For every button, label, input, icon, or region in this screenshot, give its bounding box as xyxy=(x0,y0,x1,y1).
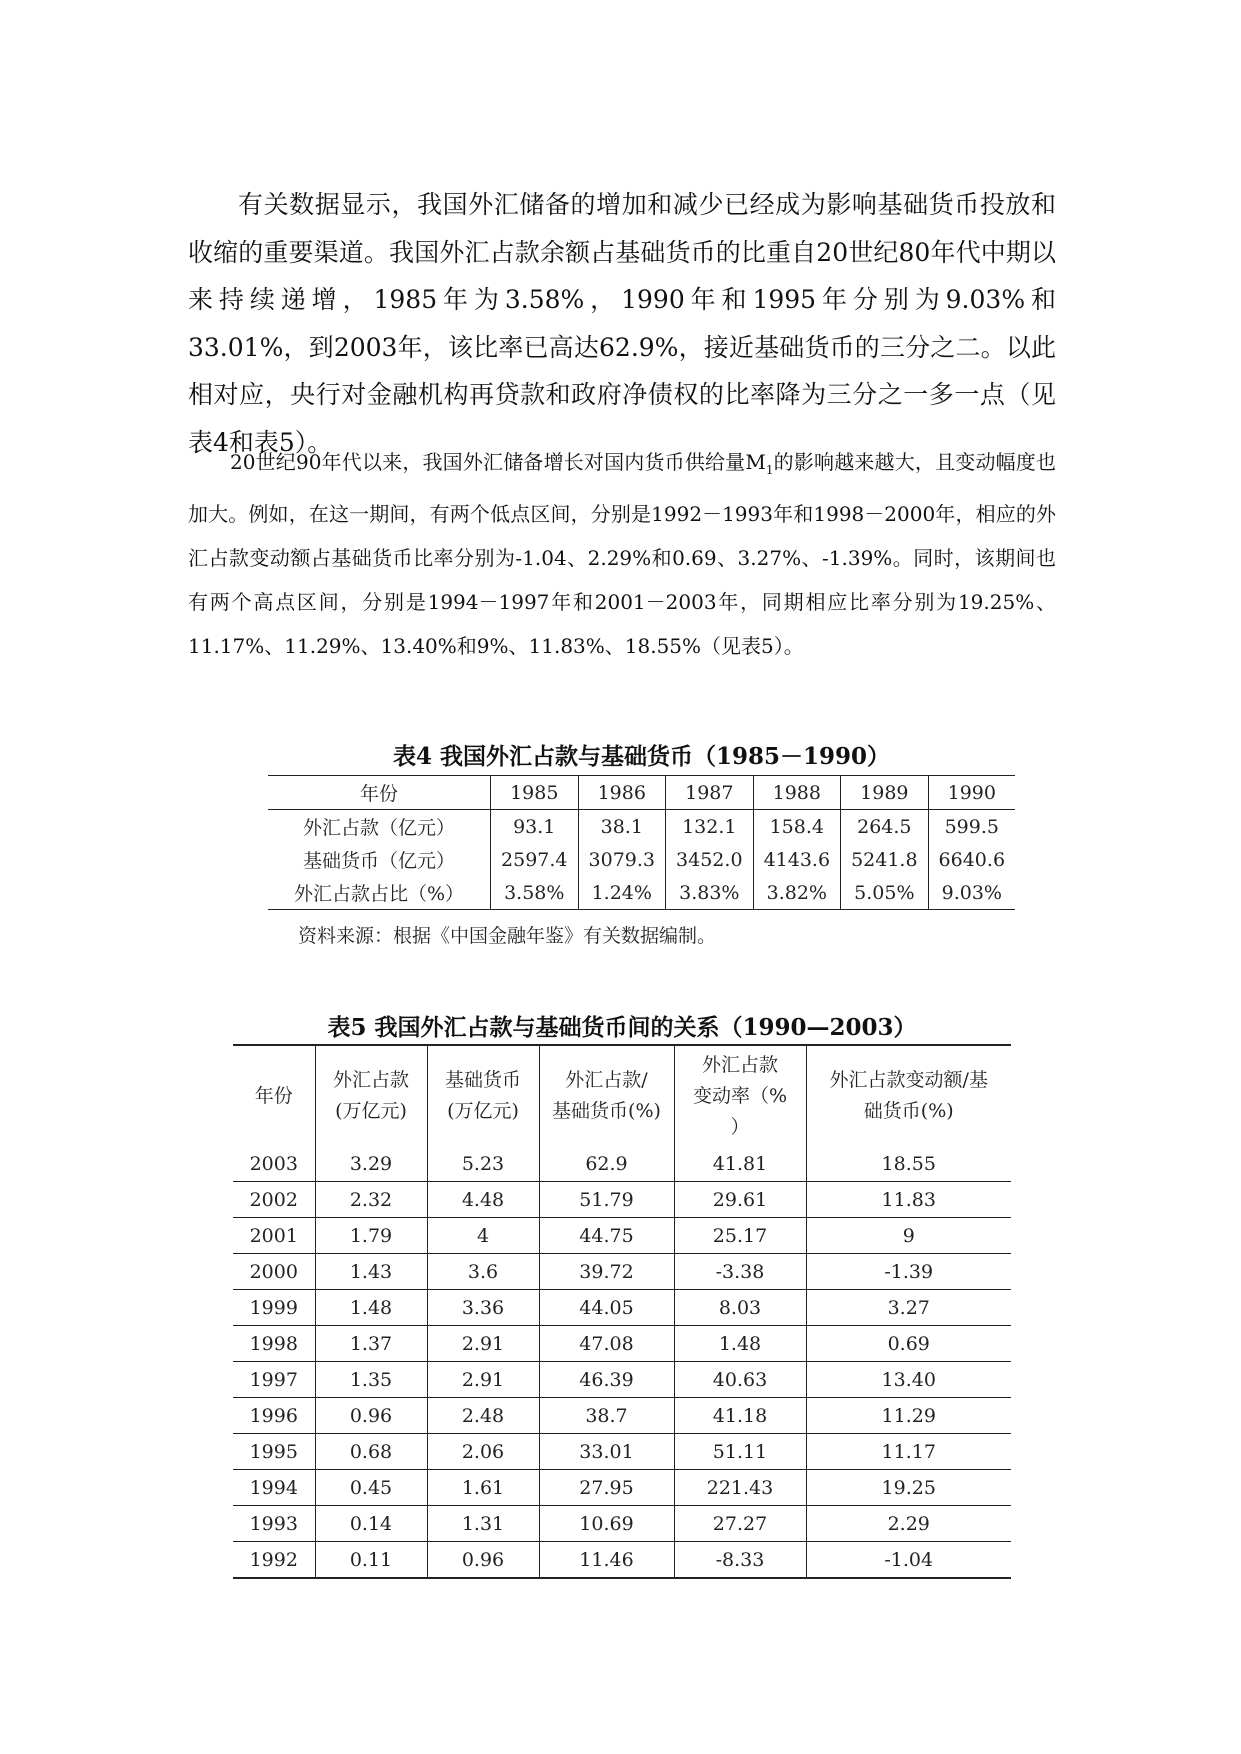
table5-cell: 62.9 xyxy=(539,1146,674,1182)
table5-cell: 1995 xyxy=(233,1434,315,1470)
table5-cell: 33.01 xyxy=(539,1434,674,1470)
table5-cell: 0.96 xyxy=(427,1542,539,1579)
table5-header-line: 基础货币(%) xyxy=(552,1100,661,1122)
table4-cell: 38.1 xyxy=(578,810,666,844)
table4-cell: 599.5 xyxy=(928,810,1015,844)
paragraph-2-after: 的影响越来越大，且变动幅度也加大。例如，在这一期间，有两个低点区间，分别是1992－1993年和1998－2000年，相应的外汇占款变动额占基础货币比率分别为-1.04、2.29%和0.69、3.27%、-1.39%。同时，该期间也有两个高点区间，分别是1994－1997年和2001－2003年，同期相应比率分别为19.25%、11.17%、11.29%、13.40%和9%、11.83%、18.55%（见表5）。 xyxy=(188,450,1056,658)
table5-row xyxy=(233,1506,1011,1542)
table5-header-cell xyxy=(233,1045,315,1146)
table5-header-line: ） xyxy=(730,1115,750,1138)
table4-header-cell: 年份 xyxy=(268,776,491,810)
table4-cell: 264.5 xyxy=(841,810,929,844)
table4-cell: 基础货币（亿元） xyxy=(302,850,455,872)
table5-header-line: 础货币(%) xyxy=(863,1100,954,1122)
table5-cell: 2003 xyxy=(233,1146,315,1182)
table5-cell: 39.72 xyxy=(539,1254,674,1290)
table4-cell: 93.1 xyxy=(491,810,579,844)
table4-cell: 6640.6 xyxy=(928,843,1015,876)
table5-header-line: 外汇占款变动额/基 xyxy=(829,1069,988,1091)
table5-row xyxy=(233,1470,1011,1506)
table5-cell: 51.11 xyxy=(674,1434,806,1470)
table5-cell: 5.23 xyxy=(427,1146,539,1182)
table4-cell: 5.05% xyxy=(841,876,929,910)
table5-cell: 0.45 xyxy=(315,1470,427,1506)
table5-cell: 2000 xyxy=(233,1254,315,1290)
table4-header-cell: 1987 xyxy=(666,776,754,810)
table4-cell: 外汇占款占比（%） xyxy=(293,883,465,905)
table5-cell: 1.43 xyxy=(315,1254,427,1290)
table5-cell: 2.29 xyxy=(806,1506,1011,1542)
table5-cell: 10.69 xyxy=(539,1506,674,1542)
table5-cell: 29.61 xyxy=(674,1182,806,1218)
table5-header-line: (万亿元) xyxy=(335,1100,407,1122)
table5-row xyxy=(233,1326,1011,1362)
table5-row xyxy=(233,1434,1011,1470)
table5-cell: 2.48 xyxy=(427,1398,539,1434)
table5-cell: 1.48 xyxy=(674,1326,806,1362)
table5-caption: 表5 我国外汇占款与基础货币间的关系（1990—2003） xyxy=(327,1014,917,1041)
table5-header-cell xyxy=(539,1045,674,1146)
table5-cell: 2001 xyxy=(233,1218,315,1254)
table4-cell: 5241.8 xyxy=(841,843,929,876)
paragraph-1-text: 有关数据显示，我国外汇储备的增加和减少已经成为影响基础货币投放和收缩的重要渠道。我国外汇占款余额占基础货币的比重自20世纪80年代中期以来持续递增，1985年为3.58%，1990年和1995年分别为9.03%和33.01%，到2003年，该比率已高达62.9%，接近基础货币的三分之二。以此相对应，央行对金融机构再贷款和政府净债权的比率降为三分之一多一点（见表4和表5）。 xyxy=(188,190,1056,457)
table5-header-line: 外汇占款 xyxy=(332,1069,409,1091)
table5-cell: 3.6 xyxy=(427,1254,539,1290)
table5-cell: 8.03 xyxy=(674,1290,806,1326)
table5-cell: 1.79 xyxy=(315,1218,427,1254)
table4-caption: 表4 我国外汇占款与基础货币（1985－1990） xyxy=(392,743,891,770)
paragraph-2 xyxy=(188,440,1056,668)
table5-cell: 0.68 xyxy=(315,1434,427,1470)
table5-cell: 11.17 xyxy=(806,1434,1011,1470)
table5-cell: 1999 xyxy=(233,1290,315,1326)
table5-cell: 2002 xyxy=(233,1182,315,1218)
table5-header-line: 外汇占款 xyxy=(701,1053,778,1076)
table5-cell: -3.38 xyxy=(674,1254,806,1290)
table5-row xyxy=(233,1398,1011,1434)
table4-cell: 外汇占款（亿元） xyxy=(302,817,455,839)
table5-cell: -1.39 xyxy=(806,1254,1011,1290)
paragraph-1 xyxy=(188,181,1056,466)
table5-cell: 1993 xyxy=(233,1506,315,1542)
table4-source: 资料来源：根据《中国金融年鉴》有关数据编制。 xyxy=(298,925,717,947)
table4-header-cell: 1990 xyxy=(928,776,1015,810)
paragraph-2-subscript: 1 xyxy=(765,463,774,477)
table4-row xyxy=(268,810,1015,844)
table5-cell: 13.40 xyxy=(806,1362,1011,1398)
table5-header-cell xyxy=(427,1045,539,1146)
table5-row xyxy=(233,1146,1011,1182)
table5-cell: 2.91 xyxy=(427,1326,539,1362)
table4-header-cell: 1986 xyxy=(578,776,666,810)
table4-row xyxy=(268,876,1015,910)
table5-row xyxy=(233,1182,1011,1218)
table4-header-cell: 1989 xyxy=(841,776,929,810)
table4-header-cell: 1985 xyxy=(491,776,579,810)
table5-header-line: (万亿元) xyxy=(447,1100,519,1122)
table5-header-line: 基础货币 xyxy=(444,1069,521,1091)
table5-cell: 2.06 xyxy=(427,1434,539,1470)
table5-cell: 221.43 xyxy=(674,1470,806,1506)
table5-row xyxy=(233,1218,1011,1254)
table5-cell: 40.63 xyxy=(674,1362,806,1398)
table5-cell: 11.29 xyxy=(806,1398,1011,1434)
table5-header-row xyxy=(233,1045,1011,1146)
table5-cell: 18.55 xyxy=(806,1146,1011,1182)
table5-cell: 41.18 xyxy=(674,1398,806,1434)
table4-cell: 3.82% xyxy=(753,876,841,910)
paragraph-2-before: 20世纪90年代以来，我国外汇储备增长对国内货币供给量M xyxy=(230,450,766,474)
table5-cell: 11.46 xyxy=(539,1542,674,1579)
table5-cell: 1996 xyxy=(233,1398,315,1434)
table4-cell: 158.4 xyxy=(753,810,841,844)
table5-cell: 51.79 xyxy=(539,1182,674,1218)
table4-cell: 3452.0 xyxy=(666,843,754,876)
table5-cell: 0.69 xyxy=(806,1326,1011,1362)
table5 xyxy=(233,1044,1011,1579)
table5-row xyxy=(233,1542,1011,1579)
table5-cell: 3.36 xyxy=(427,1290,539,1326)
table5-cell: 0.11 xyxy=(315,1542,427,1579)
table4-cell: 2597.4 xyxy=(491,843,579,876)
table5-cell: 1998 xyxy=(233,1326,315,1362)
paragraph-2-text xyxy=(188,440,1056,668)
table5-cell: 3.29 xyxy=(315,1146,427,1182)
table5-cell: 38.7 xyxy=(539,1398,674,1434)
table5-cell: 2.32 xyxy=(315,1182,427,1218)
table5-cell: 1.31 xyxy=(427,1506,539,1542)
table5-cell: -8.33 xyxy=(674,1542,806,1579)
table5-cell: 11.83 xyxy=(806,1182,1011,1218)
table5-cell: 25.17 xyxy=(674,1218,806,1254)
table5-cell: -1.04 xyxy=(806,1542,1011,1579)
table4-row xyxy=(268,843,1015,876)
table5-cell: 27.27 xyxy=(674,1506,806,1542)
table5-cell: 9 xyxy=(806,1218,1011,1254)
table5-cell: 1.61 xyxy=(427,1470,539,1506)
table4-cell: 3079.3 xyxy=(578,843,666,876)
table5-cell: 46.39 xyxy=(539,1362,674,1398)
table5-cell: 2.91 xyxy=(427,1362,539,1398)
table5-cell: 1.37 xyxy=(315,1326,427,1362)
table5-cell: 1.35 xyxy=(315,1362,427,1398)
table4-cell: 4143.6 xyxy=(753,843,841,876)
table5-header-cell xyxy=(315,1045,427,1146)
table5-cell: 0.96 xyxy=(315,1398,427,1434)
table5-cell: 4.48 xyxy=(427,1182,539,1218)
table4-cell: 132.1 xyxy=(666,810,754,844)
table4 xyxy=(268,775,1015,910)
table5-cell: 19.25 xyxy=(806,1470,1011,1506)
table5-row xyxy=(233,1362,1011,1398)
table4-cell: 9.03% xyxy=(928,876,1015,910)
table4-cell: 3.58% xyxy=(491,876,579,910)
table5-header-line: 外汇占款/ xyxy=(565,1069,648,1091)
table5-row xyxy=(233,1254,1011,1290)
table5-cell: 4 xyxy=(427,1218,539,1254)
table5-header-line: 年份 xyxy=(254,1084,293,1107)
table5-header-cell xyxy=(806,1045,1011,1146)
table5-row xyxy=(233,1290,1011,1326)
table5-cell: 1992 xyxy=(249,1548,298,1571)
table4-header-row xyxy=(268,776,1015,810)
table5-cell: 44.75 xyxy=(539,1218,674,1254)
table5-cell: 1994 xyxy=(233,1470,315,1506)
table5-header-line: 变动率（% xyxy=(692,1084,788,1107)
table5-cell: 41.81 xyxy=(674,1146,806,1182)
table5-cell: 44.05 xyxy=(539,1290,674,1326)
table5-cell: 1997 xyxy=(233,1362,315,1398)
table5-cell: 3.27 xyxy=(806,1290,1011,1326)
table5-cell: 1.48 xyxy=(315,1290,427,1326)
table4-header-cell: 1988 xyxy=(753,776,841,810)
table5-cell: 0.14 xyxy=(315,1506,427,1542)
table4-cell: 1.24% xyxy=(578,876,666,910)
table5-header-cell xyxy=(674,1045,806,1146)
table5-cell: 27.95 xyxy=(539,1470,674,1506)
table5-cell: 47.08 xyxy=(539,1326,674,1362)
table4-cell: 3.83% xyxy=(666,876,754,910)
